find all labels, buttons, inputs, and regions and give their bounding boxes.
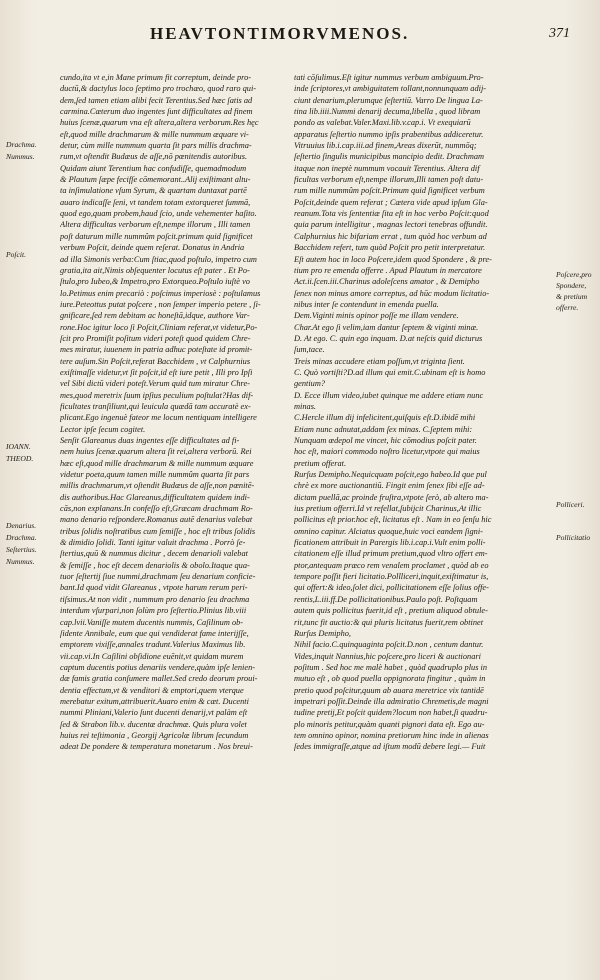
text-line: & dimidio ſolidi. Tanti igitur valuit drachma . Porrò ſe-	[60, 538, 246, 548]
margin-note-poscit: Poſcit.	[6, 250, 27, 259]
text-line: adeat De pondere & temperatura monetarum . Nos breui-	[60, 742, 253, 752]
margin-note-nummus-2: Nummus.	[6, 557, 35, 566]
text-line: millis drachmarum,vt oſtendit Budæus de aſſe,non pœnitē-	[60, 481, 255, 491]
text-line: pretium offerat.	[294, 458, 347, 468]
text-line: qui offert:& ideo,ſolet dici, pollicitationem eſſe ſolius offe-	[294, 583, 489, 593]
text-line: dæ famis gratia conſumere mallet.Sed credo deorum proui-	[60, 674, 258, 684]
text-line: Quidam aiunt Terentium hac confudiſſe, quemadmodum	[60, 163, 247, 173]
text-line: mano denario reſpondere.Romanus autē denarius valebat	[60, 515, 253, 525]
text-line: tribus ſolidis noſtratibus cum ſemiſſe , hoc eſt tribus ſolidis	[60, 526, 256, 536]
text-line: ſeſtertio ſingulis municipibus mancipio dedit. Drachmam	[294, 152, 485, 162]
text-line: & ſemiſſe , hoc eſt decem denariolis & obolo.Itaque qua-	[60, 560, 250, 570]
text-line: ius pretium offerri.Id vt refellat,ſubijcit Charinus,At illic	[294, 504, 482, 514]
text-line: Poſcit,deinde quem referat ; Cætera vide apud ipſum Gla-	[294, 197, 488, 207]
text-line: tudine pretij,Et poſcit quidem?locum non habet,ſi quadru-	[294, 708, 488, 718]
margin-note-theod: THEOD.	[6, 454, 34, 463]
text-line: ductū,& dactylus loco ſeptimo pro trochæo, quod raro qui-	[60, 84, 257, 94]
text-line: mutuo eſt , ob quod puella oppignorata fingitur , quàm in	[294, 674, 486, 684]
text-line: nem huius ſcenæ.quarum altera ſit rei,altera verborū. Rei	[60, 447, 252, 457]
text-line: & Plautum ſæpe fecifſe cōmemorant..Alij exiſtimant altu-	[60, 175, 251, 185]
text-line: itaque non ineptè nummum vocauit Terentius. Altera dif	[294, 163, 480, 173]
text-line: mes,quod meretrix ſuum ipſius peculium poſtulat?Has dif-	[60, 390, 254, 400]
right-text-column	[294, 72, 554, 753]
text-line: ſcit pro Promiſit poſitum videri poteſt quod quidem Chre-	[60, 333, 251, 343]
margin-note-pollicitatio: Pollicitatio	[556, 533, 591, 542]
text-line: ſidente Annibale, eum que qui vendiderat fame interijſſe,	[60, 628, 249, 638]
text-line: ſtertius,quū & nummus dicitur , decem denarioli valebat	[60, 549, 248, 559]
margin-note-sestertius: Seſtertius.	[6, 545, 37, 554]
margin-note-drachma-2: Drachma.	[6, 533, 37, 542]
text-line: Vitruuius lib.i.cap.iii.ad finem,Areas dixerūt, nummōq;	[294, 141, 477, 151]
text-line: Rurſus Demipho.Nequicquam poſcit,ego habeo.Id que pul	[294, 470, 487, 480]
text-line: nummi Pliniani,Valerio ſunt ducenti denarij,vt palàm eſt	[60, 708, 248, 718]
text-line: dem,ſed tamen etiam alibi fecit Terentius.Sed hæc ſatis ad	[60, 95, 253, 105]
text-line: impetrari poſſit.Deinde illa admiratio Chremetis,de magni	[294, 696, 489, 706]
text-line: exiſtimaſſe videtur,vt ſit poſcit,id eſt iure petit , Illi pro Ipſi	[60, 367, 253, 377]
text-line: rentis,L.iii.ff.De pollicitationibus.Paulo poſt. Poſtquam	[294, 594, 478, 604]
text-line: tati cōſulimus.Eſt igitur nummus verbum ambiguum.Pro-	[294, 73, 484, 82]
text-line: bant.Id quod vidit Glareanus , vtpote harum rerum peri-	[60, 583, 248, 593]
margin-note-nummus: Nummus.	[6, 152, 35, 161]
text-line: gentium?	[294, 379, 326, 389]
text-line: detur, cùm mille nummum quarta ſit pars millis drachma-	[60, 141, 252, 151]
text-line: ſum,tace.	[294, 345, 325, 355]
text-line: Lector ipſe ſecum cogitet.	[60, 424, 146, 434]
text-line: D. At ego. C. quin ego inquam. D.at neſcis quid dicturus	[294, 333, 483, 343]
text-line: Nihil facio.C.quinquaginta poſcit.D.non , centum dantur.	[294, 640, 484, 650]
text-line: tem omnino opinor, nomina pretiorum hinc inde in alienas	[294, 730, 489, 740]
text-line: ſenex non minus amore correptus, ad hūc modum licitatio-	[294, 288, 490, 298]
text-line: tium pro re emenda offerre . Apud Plautum in mercatore	[294, 265, 482, 275]
text-line: huius ſcenæ,quarum vna eſt altera,altera verborum.Res hęc	[60, 118, 259, 128]
text-line: cās,non explanans.In confeſſo eſt,Græcam drachmam Ro-	[60, 504, 253, 514]
text-line: Bacchidem refert, tum quòd Poſcit pro petit interpretatur.	[294, 243, 486, 253]
text-line: tempore poſſit fieri licitatio.Pollliceri,inquit,exiſtimatur is,	[294, 572, 489, 582]
text-line: rit,tunc fit auctio:& qui pluris licitatus fuerit,rem obtinet	[294, 617, 484, 627]
text-line: hæc eſt,quod mille drachmarum & mille nummum æquare	[60, 458, 254, 468]
text-line: Nunquam œdepol me vincet, hic cōmodius poſcit pater.	[294, 436, 477, 445]
text-line: C.Hercle illum dij infelicitent,quiſquis eſt.D.ibidē mihi	[294, 413, 476, 423]
margin-note-ioann: IOANN.	[6, 442, 31, 451]
text-line: ſtulo,pro Iubeo,& Impetro,pro Extorqueo.Poſtulo iuſtè vo	[60, 277, 250, 287]
text-line: carmina.Cæterum duo ingentes ſunt difficultates ad finem	[60, 107, 253, 117]
text-line: nibus inter ſe contendunt in emenda puella.	[294, 299, 439, 309]
text-line: dentia effectum,vt & venditori & emptori,quem vterque	[60, 685, 244, 695]
text-line: poſt daturum mille nummûm poſcit.primum quid ſignificet	[60, 231, 253, 241]
text-line: ciunt denarium,plerumque ſeſtertiū. Varro De lingua La-	[294, 95, 483, 105]
text-line: mes miratur, iuuenem in patria adhuc poteſtate id promit-	[60, 345, 253, 355]
text-line: hoc eſt, maiori commodo noſtro licetur,vtpote qui maius	[294, 447, 480, 457]
text-line: chrè ex more auctionantiū. Fingit enim ſenex ſibi eſſe ad-	[294, 481, 485, 491]
text-line: gratia,ita ait,Nimis obſequenter locutus eſt pater . Et Po-	[60, 265, 250, 275]
text-line: vel Sibi dictū videri poteſt.Verum quid tum miratur Chre-	[60, 379, 250, 389]
text-line: minas.	[294, 401, 317, 411]
text-line: apparatus ſeſtertio nummo ipſis prabentibus addiceretur.	[294, 129, 484, 139]
text-line: tuor ſeſtertij ſiue nummi,drachmam ſeu denarium conficie-	[60, 572, 256, 582]
text-line: vii.cap.vi.In Caſilini obſidione euēnit,vt quidam murem	[60, 651, 244, 661]
text-line: Etiam nunc adnutat,addam ſex minas. C.ſeptem mihi:	[294, 424, 473, 434]
text-line: emptorem vixiſſe,annales tradunt.Valerius Maximus lib.	[60, 640, 246, 650]
text-line: ficationem attribuit in Parergis lib.i.cap.i.Vult enim polli-	[294, 538, 486, 548]
text-line: dis authoribus.Hac Glareanus,difficultatem quidem indi-	[60, 492, 250, 502]
text-line: ta inſimulatione vſum Syrum, & quartam duntaxat partē	[60, 186, 247, 196]
margin-note-pretium: & pretium	[556, 292, 588, 301]
text-line: pollicitus eſt prior.hoc eſt, licitatus eſt . Nam in eo ſenſu hic	[294, 515, 492, 525]
left-text-column	[60, 72, 286, 753]
margin-note-denarius: Denarius.	[6, 521, 37, 530]
text-line: reanum.Tota vis ſententiæ ſita eſt in hoc verbo Poſcit:quod	[294, 209, 489, 219]
text-line: plo minoris petitur,quàm quanti pignori data eſt. Ego au-	[294, 719, 485, 729]
text-line: pondo as valebat.Valer.Maxi.lib.v.cap.i. Vt exequiarū	[294, 118, 471, 128]
text-line: Vides,inquit Nannius,hic poſcere,pro liceri & auctionari	[294, 651, 481, 661]
text-line: eſt,quod mille drachmarum & mille nummum æquare vi-	[60, 129, 249, 139]
margin-note-poscere: Poſcere,pro	[556, 270, 592, 279]
margin-note-offerre: offerre.	[556, 303, 579, 312]
text-line: inde ſcriptores,vt ambiguitatem tollant,nonnunquam adij-	[294, 84, 487, 94]
text-line: Act.ii.ſcen.iii.Charinus adoleſcens amator , & Demipho	[294, 277, 480, 287]
text-line: tere auſum.Sin Poſcit,referat Bacchidem , vt Calphurnius	[60, 356, 251, 366]
text-line: C. Quò vortiſti?D.ad illum qui emit.C.ubinam eſt is homo	[294, 367, 486, 377]
text-line: rum mille nummûm poſcit.Primum quid ſignificet verbum	[294, 186, 485, 196]
text-line: huius rei teſtimonia , Georgij Agricolæ librum ſecundum	[60, 730, 249, 740]
text-line: quod ego,quam probem,haud ſcio, unde vehementer haſito.	[60, 209, 257, 219]
text-line: autem quis pollicitus fuerit,id eſt , pretium aliquod obtule-	[294, 606, 488, 616]
text-line: Dem.Viginti minis opinor poſſe me illam vendere.	[294, 311, 459, 321]
running-title: HEAVTONTIMORVMENOS.	[150, 24, 410, 43]
text-line: ſedes immigraſſe,atque ad iſtum modū debere legi.— Fuit	[294, 742, 486, 752]
margin-note-drachma: Drachma.	[6, 140, 37, 149]
text-line: rone.Hoc igitur loco ſi Poſcit,Cliniam referat,vt videtur,Po-	[60, 322, 258, 332]
text-line: auaro indicaſſe ſeni, vt tandem totam extorqueret ſummā,	[60, 197, 251, 207]
text-line: Senſit Glareanus duas ingentes eſſe difficultates ad fi-	[60, 436, 240, 445]
text-line: ficultas verborum eſt,nempe illorum,Illi tamen poſt datu-	[294, 175, 484, 185]
text-line: videtur poeta,quum tamen mille nummûm quarta ſit pars	[60, 470, 250, 480]
text-line: interdum vſurpari,non ſolùm pro ſeſtertio.Plinius lib.viii	[60, 606, 247, 616]
text-line: ficultates tranſiliunt,qui leuicula quædā tam accuratè ex-	[60, 401, 251, 411]
page-header	[150, 22, 570, 62]
text-line: citationem eſſe illud primum pretium,quod vltro offert em-	[294, 549, 488, 559]
text-line: D. Ecce illum video,iubet quinque me addere etiam nunc	[294, 390, 484, 400]
text-line: rum,vt oſtendit Budæus de aſſe,nō pœnitendis autoribus.	[60, 152, 248, 162]
text-line: lo.Petimus enim precariò : poſcimus imperiosè : poſtulamus	[60, 288, 261, 298]
text-line: iure.Peteottus putat poſcere , non ſemper imperio petere , ſi-	[60, 299, 261, 309]
text-line: poſitum . Sed hoc me malè habet , quòd quadruplo plus in	[294, 662, 488, 672]
text-line: pretio quod poſcitur,quum ab auara meretrice vix tantidē	[294, 685, 484, 695]
text-line: cap.lvii.Vaniſſe mutem ducentis nummis, Caſilinum ob-	[60, 617, 244, 627]
text-line: dictam puellā,ac proinde fruſtra,vtpote ſerò, ab altero ma-	[294, 492, 489, 502]
text-line: Eſt autem hoc in loco Poſcere,idem quod Spondere , & pre-	[294, 254, 492, 264]
text-line: verbum Poſcit, deinde quem reſerat. Donatus in Andria	[60, 243, 245, 253]
text-line: Altera difficultas verborum eſt,nempe illorum , Illi tamen	[60, 220, 251, 230]
text-line: omnino capitur. Alciatus quoque,huic voci eandem ſigni-	[294, 526, 483, 536]
text-line: plicant.Ego ingenuè fateor me locum nentiquam intelligere	[60, 413, 257, 423]
text-line: merebatur exitum,attribuerit.Auaro enim & cæt. Ducenti	[60, 696, 249, 706]
text-line: Char.At ego ſi velim,iam dantur ſeptem & viginti minæ.	[294, 322, 479, 332]
text-line: tina lib.iiii.Nummi denarij decuma,libella , quod libram	[294, 107, 481, 117]
text-line: cundo,ita vt e,in Mane primum fit correptum, deinde pro-	[60, 73, 252, 82]
margin-note-polliceri: Polliceri.	[556, 500, 585, 509]
text-line: Calphurnius hic bifariam errat , tum quòd hoc verbum ad	[294, 231, 487, 241]
page-number: 371	[549, 26, 570, 41]
text-line: ad illa Simonis verba:Cum ſtiac,quod poſtulo, impetro cum	[60, 254, 257, 264]
text-line: tiſsimus.At non vidit , nummum pro denario ſeu drachma	[60, 594, 250, 604]
text-line: captum ducentis potius denariis vendere,quàm ipſe lenien-	[60, 662, 256, 672]
text-line: Treis minas accudere etiam poſſum,vt triginta ſient.	[294, 356, 465, 366]
text-line: ſed & Strabon lib.v. ducentæ drachmæ. Quis plura volet	[60, 719, 247, 729]
text-line: gnificare,ſed rem debitam ac honeſtā,idque, authore Var-	[60, 311, 250, 321]
margin-note-spondere: Spondere,	[556, 281, 587, 290]
text-line: quia parum intelligitur , magnas lectori tenebras offundit.	[294, 220, 488, 230]
text-line: ptor,antequam præco rem venalem proclamet , quòd ab eo	[294, 560, 489, 570]
text-line: Rurſus Demipho,	[294, 628, 352, 638]
